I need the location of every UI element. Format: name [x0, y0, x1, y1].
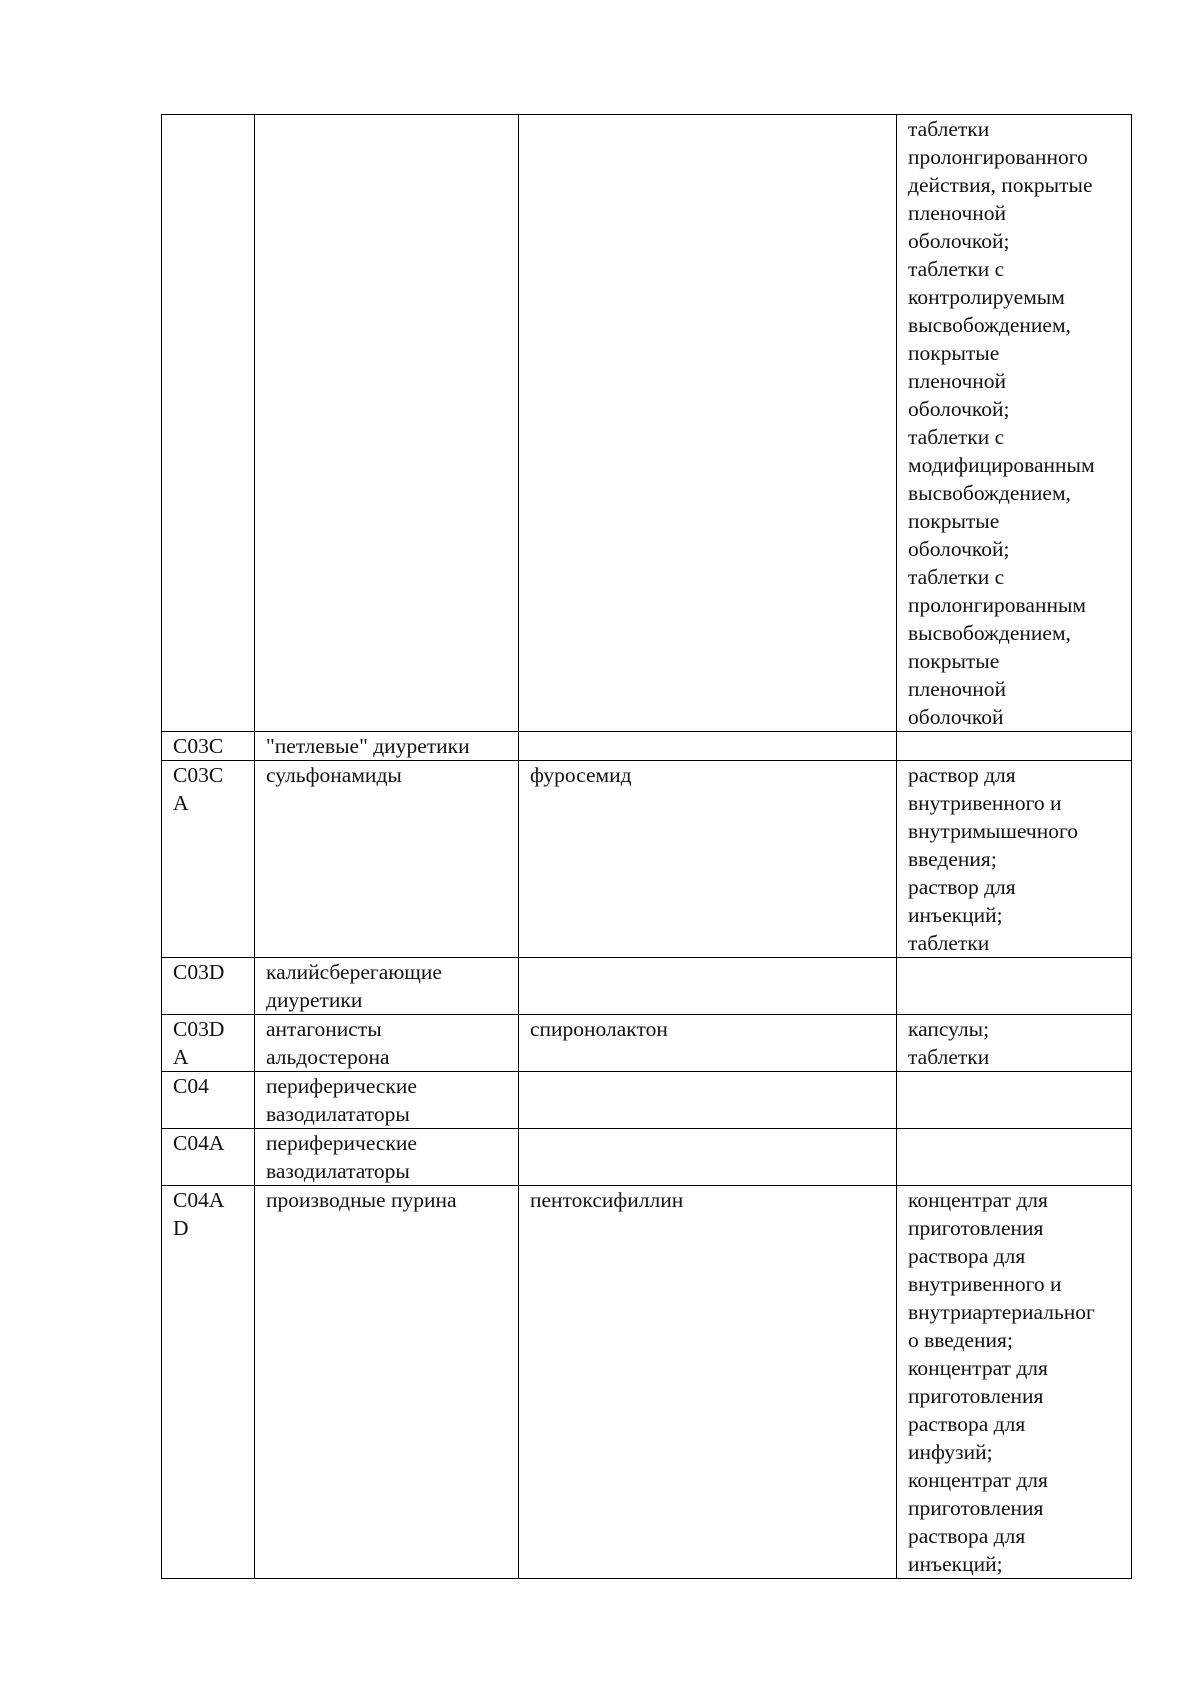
anatomical-therapeutic-group: "петлевые" диуретики	[266, 734, 470, 758]
table-row	[162, 1129, 1132, 1186]
atc-code-cell	[162, 1186, 255, 1579]
group-cell	[255, 958, 519, 1015]
anatomical-therapeutic-group: сульфонамиды	[266, 763, 402, 787]
dosage-form-cell	[897, 1129, 1132, 1186]
medication-table	[161, 114, 1132, 1579]
group-cell	[255, 1186, 519, 1579]
atc-code: C03C	[173, 734, 224, 758]
atc-code: C04	[173, 1074, 209, 1098]
dosage-forms: таблетки пролонгированного действия, покрытые пленочной оболочкой; таблетки с контролируемым высвобождением, покрытые пленочной оболочкой; таблетки с модифицированным высвобождением, покрытые оболочкой; таблетки с пролонгированным высвобождением, покрытые пленочной оболочкой	[908, 117, 1095, 729]
table-row	[162, 1072, 1132, 1129]
dosage-form-cell	[897, 958, 1132, 1015]
dosage-form-cell	[897, 761, 1132, 958]
atc-code-cell	[162, 1129, 255, 1186]
drug-cell	[519, 958, 897, 1015]
atc-code-cell	[162, 1072, 255, 1129]
drug-cell	[519, 761, 897, 958]
dosage-form-cell	[897, 1072, 1132, 1129]
atc-code-cell	[162, 761, 255, 958]
atc-code: C03C A	[173, 763, 224, 815]
drug-name: пентоксифиллин	[530, 1188, 684, 1212]
group-cell	[255, 1129, 519, 1186]
drug-name: спиронолактон	[530, 1017, 668, 1041]
drug-cell	[519, 1015, 897, 1072]
anatomical-therapeutic-group: калийсберегающие диуретики	[266, 960, 442, 1012]
anatomical-therapeutic-group: периферические вазодилататоры	[266, 1074, 417, 1126]
atc-code-cell	[162, 732, 255, 761]
drug-cell	[519, 115, 897, 732]
atc-code-cell	[162, 1015, 255, 1072]
atc-code-cell	[162, 958, 255, 1015]
drug-cell	[519, 732, 897, 761]
atc-code: C03D	[173, 960, 225, 984]
dosage-form-cell	[897, 115, 1132, 732]
drug-name: фуросемид	[530, 763, 632, 787]
table-row	[162, 958, 1132, 1015]
atc-code: C04A D	[173, 1188, 225, 1240]
group-cell	[255, 732, 519, 761]
group-cell	[255, 1015, 519, 1072]
drug-cell	[519, 1072, 897, 1129]
dosage-form-cell	[897, 732, 1132, 761]
atc-code-cell	[162, 115, 255, 732]
group-cell	[255, 761, 519, 958]
anatomical-therapeutic-group: производные пурина	[266, 1188, 457, 1212]
table-row	[162, 761, 1132, 958]
dosage-forms: капсулы; таблетки	[908, 1017, 990, 1069]
dosage-form-cell	[897, 1015, 1132, 1072]
anatomical-therapeutic-group: периферические вазодилататоры	[266, 1131, 417, 1183]
dosage-forms: концентрат для приготовления раствора для внутривенного и внутриартериальног о введения; концентрат для приготовления раствора для инфузий; концентрат для приготовления раствора для инъекций;	[908, 1188, 1095, 1576]
table-row	[162, 732, 1132, 761]
dosage-forms: раствор для внутривенного и внутримышечного введения; раствор для инъекций; таблетки	[908, 763, 1079, 955]
group-cell	[255, 1072, 519, 1129]
atc-code: C03D A	[173, 1017, 225, 1069]
dosage-form-cell	[897, 1186, 1132, 1579]
drug-cell	[519, 1186, 897, 1579]
atc-code: C04A	[173, 1131, 225, 1155]
anatomical-therapeutic-group: антагонисты альдостерона	[266, 1017, 390, 1069]
drug-cell	[519, 1129, 897, 1186]
group-cell	[255, 115, 519, 732]
table-row	[162, 1186, 1132, 1579]
table-row	[162, 115, 1132, 732]
table-row	[162, 1015, 1132, 1072]
